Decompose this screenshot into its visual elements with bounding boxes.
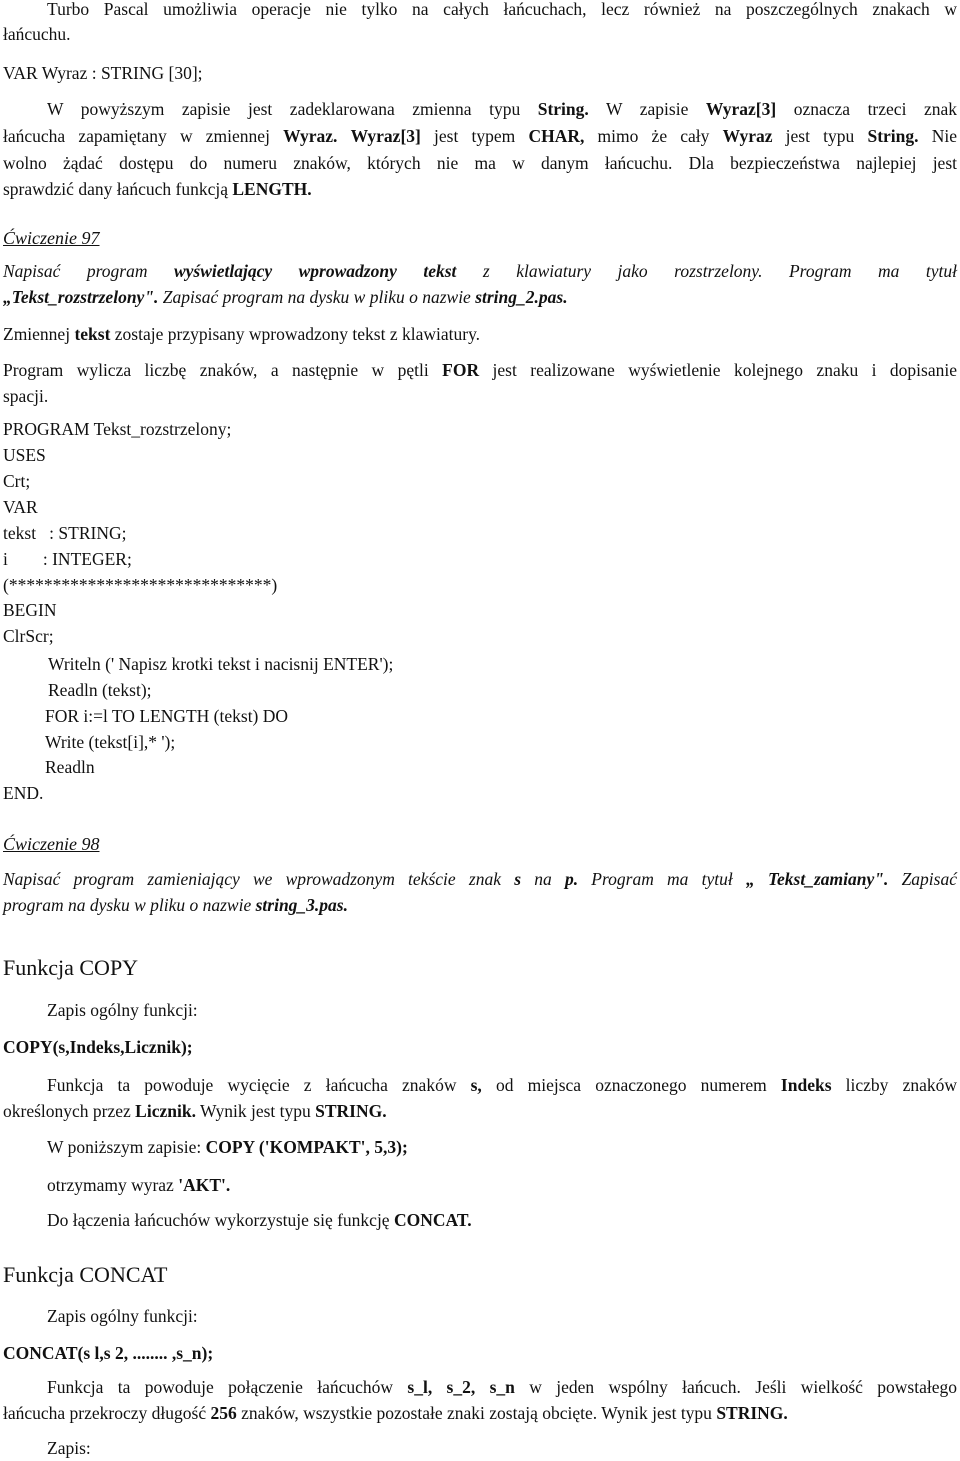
code-line: ClrScr; <box>3 626 54 646</box>
exercise-97-line-1: Napisać program wyświetlający wprowadzony tekst z klawiatury jako rozstrzelony. Program ma tytuł <box>3 261 958 281</box>
var-declaration: VAR Wyraz : STRING [30]; <box>3 63 203 83</box>
exercise-97-note-2: Program wylicza liczbę znaków, a następnie w pętli FOR jest realizowane wyświetlenie kolejnego znaku i dopisanie <box>3 360 958 380</box>
concat-zapis-label: Zapis: <box>47 1438 91 1458</box>
concat-heading: Funkcja CONCAT <box>3 1262 168 1287</box>
code-line: Crt; <box>3 471 31 491</box>
intro-para-line-4: sprawdzić dany łańcuch funkcją LENGTH. <box>3 179 312 199</box>
code-line: PROGRAM Tekst_rozstrzelony; <box>3 419 232 439</box>
code-line: Write (tekst[i],* '); <box>45 732 176 752</box>
intro-para-line-2: łańcucha zapamiętany w zmiennej Wyraz. Wyraz[3] jest typem CHAR, mimo że cały Wyraz jest typu String. Nie <box>3 126 957 146</box>
exercise-97-note-1: Zmiennej tekst zostaje przypisany wprowadzony tekst z klawiatury. <box>3 324 481 344</box>
code-line: Readln (tekst); <box>48 680 152 700</box>
concat-intro: Do łączenia łańcuchów wykorzystuje się funkcję CONCAT. <box>47 1210 472 1230</box>
copy-example: W poniższym zapisie: COPY ('KOMPAKT', 5,3); <box>47 1137 408 1157</box>
exercise-98-line-1: Napisać program zamieniający we wprowadzonym tekście znak s na p. Program ma tytuł „ Tekst_zamiany". Zapisać <box>3 869 957 889</box>
concat-general-form-label: Zapis ogólny funkcji: <box>47 1306 198 1326</box>
code-line: VAR <box>3 497 38 517</box>
code-line: Readln <box>45 757 95 777</box>
intro-line-1: Turbo Pascal umożliwia operacje nie tylko na całych łańcuchach, lecz również na poszczególnych znakach w <box>47 0 957 19</box>
concat-desc-line-2: łańcucha przekroczy długość 256 znaków, wszystkie pozostałe znaki zostają obcięte. Wynik jest typu STRING. <box>3 1403 788 1423</box>
copy-syntax: COPY(s,Indeks,Licznik); <box>3 1037 193 1057</box>
exercise-97-note-3: spacji. <box>3 386 49 406</box>
copy-general-form-label: Zapis ogólny funkcji: <box>47 1000 198 1020</box>
code-line: (******************************) <box>3 575 278 595</box>
exercise-98-line-2: program na dysku w pliku o nazwie string_3.pas. <box>3 895 348 915</box>
copy-desc-line-2: określonych przez Licznik. Wynik jest typu STRING. <box>3 1101 387 1121</box>
concat-syntax: CONCAT(s l,s 2, ........ ,s_n); <box>3 1343 214 1363</box>
concat-desc-line-1: Funkcja ta powoduje połączenie łańcuchów s_l, s_2, s_n w jeden wspólny łańcuch. Jeśli wielkość powstałego <box>47 1377 958 1397</box>
exercise-97-line-2: „Tekst_rozstrzelony". Zapisać program na dysku w pliku o nazwie string_2.pas. <box>3 287 568 307</box>
code-line: END. <box>3 783 44 803</box>
intro-para-line-1: W powyższym zapisie jest zadeklarowana zmienna typu String. W zapisie Wyraz[3] oznacza trzeci znak <box>47 99 957 119</box>
code-line: tekst : STRING; <box>3 523 127 543</box>
exercise-97-title: Ćwiczenie 97 <box>3 228 100 248</box>
intro-line-2: łańcuchu. <box>3 24 71 44</box>
copy-heading: Funkcja COPY <box>3 955 139 980</box>
code-line: BEGIN <box>3 600 57 620</box>
intro-para-line-3: wolno żądać dostępu do numeru znaków, których nie ma w danym łańcuchu. Dla bezpieczeństwa najlepiej jest <box>3 153 957 173</box>
code-line: i : INTEGER; <box>3 549 132 569</box>
copy-result: otrzymamy wyraz 'AKT'. <box>47 1175 231 1195</box>
exercise-98-title: Ćwiczenie 98 <box>3 834 100 854</box>
copy-desc-line-1: Funkcja ta powoduje wycięcie z łańcucha znaków s, od miejsca oznaczonego numerem Indeks liczby znaków <box>47 1075 957 1095</box>
code-line: FOR i:=l TO LENGTH (tekst) DO <box>45 706 289 726</box>
code-line: USES <box>3 445 46 465</box>
code-line: Writeln (' Napisz krotki tekst i nacisnij ENTER'); <box>48 654 394 674</box>
